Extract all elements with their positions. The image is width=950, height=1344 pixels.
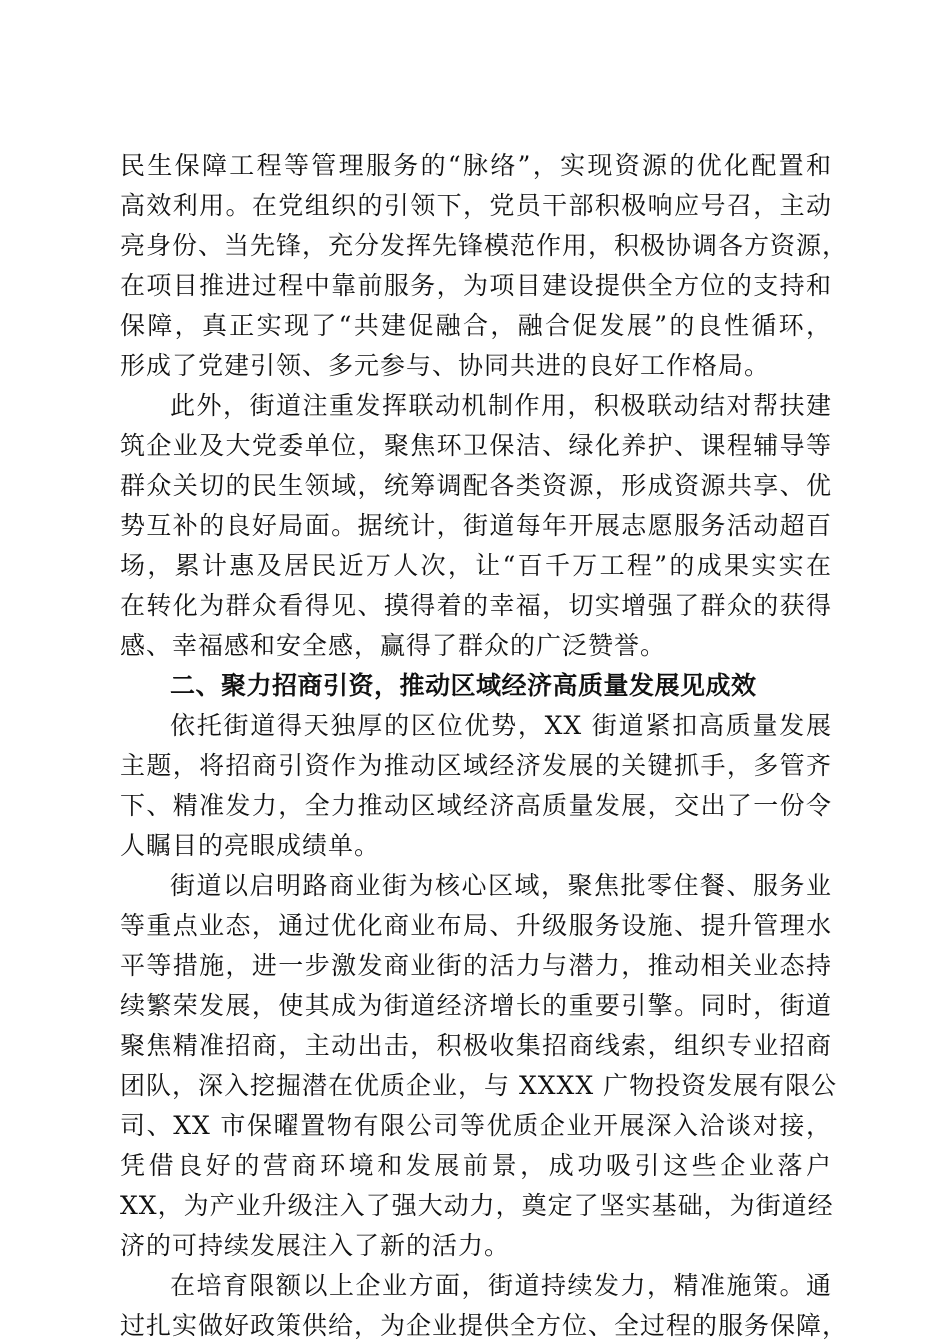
text-line: 街道以启明路商业街为核心区域，聚焦批零住餐、服务业 [170,871,832,900]
text-line: XX，为产业升级注入了强大动力，奠定了坚实基础，为街道经 [120,1191,834,1220]
text-line: 筑企业及大党委单位，聚焦环卫保洁、绿化养护、课程辅导等 [120,431,832,460]
text-line: 民生保障工程等管理服务的“脉络”，实现资源的优化配置和 [120,151,832,180]
text-line: 人瞩目的亮眼成绩单。 [120,831,381,860]
text-line: 过扎实做好政策供给，为企业提供全方位、全过程的服务保障， [120,1311,849,1340]
text-line: 团队，深入挖掘潜在优质企业，与 XXXX 广物投资发展有限公 [120,1071,838,1100]
text-line: 在转化为群众看得见、摸得着的幸福，切实增强了群众的获得 [120,591,832,620]
text-line: 等重点业态，通过优化商业布局、升级服务设施、提升管理水 [120,911,832,940]
text-line: 依托街道得天独厚的区位优势，XX 街道紧扣高质量发展 [170,711,832,740]
text-line: 势互补的良好局面。据统计，街道每年开展志愿服务活动超百 [120,511,832,540]
text-line: 场，累计惠及居民近万人次，让“百千万工程”的成果实实在 [120,551,832,580]
text-line: 司、XX 市保曜置物有限公司等优质企业开展深入洽谈对接， [120,1111,832,1140]
text-line: 亮身份、当先锋，充分发挥先锋模范作用，积极协调各方资源， [120,231,849,260]
text-line: 下、精准发力，全力推动区域经济高质量发展，交出了一份令 [120,791,832,820]
text-line: 群众关切的民生领域，统筹调配各类资源，形成资源共享、优 [120,471,832,500]
text-line: 平等措施，进一步激发商业街的活力与潜力，推动相关业态持 [120,951,832,980]
text-line: 感、幸福感和安全感，赢得了群众的广泛赞誉。 [120,631,667,660]
text-line: 济的可持续发展注入了新的活力。 [120,1231,511,1260]
text-line: 凭借良好的营商环境和发展前景，成功吸引这些企业落户 [120,1151,832,1180]
section-heading: 二、聚力招商引资，推动区域经济高质量发展见成效 [170,671,757,700]
text-line: 聚焦精准招商，主动出击，积极收集招商线索，组织专业招商 [120,1031,832,1060]
text-line: 主题，将招商引资作为推动区域经济发展的关键抓手，多管齐 [120,751,832,780]
text-line: 高效利用。在党组织的引领下，党员干部积极响应号召，主动 [120,191,832,220]
text-line: 在培育限额以上企业方面，街道持续发力，精准施策。通 [170,1271,832,1300]
text-line: 续繁荣发展，使其成为街道经济增长的重要引擎。同时，街道 [120,991,832,1020]
text-line: 在项目推进过程中靠前服务，为项目建设提供全方位的支持和 [120,271,832,300]
text-line: 保障，真正实现了“共建促融合，融合促发展”的良性循环， [120,311,832,340]
text-line: 形成了党建引领、多元参与、协同共进的良好工作格局。 [120,351,771,380]
text-line: 此外，街道注重发挥联动机制作用，积极联动结对帮扶建 [170,391,832,420]
